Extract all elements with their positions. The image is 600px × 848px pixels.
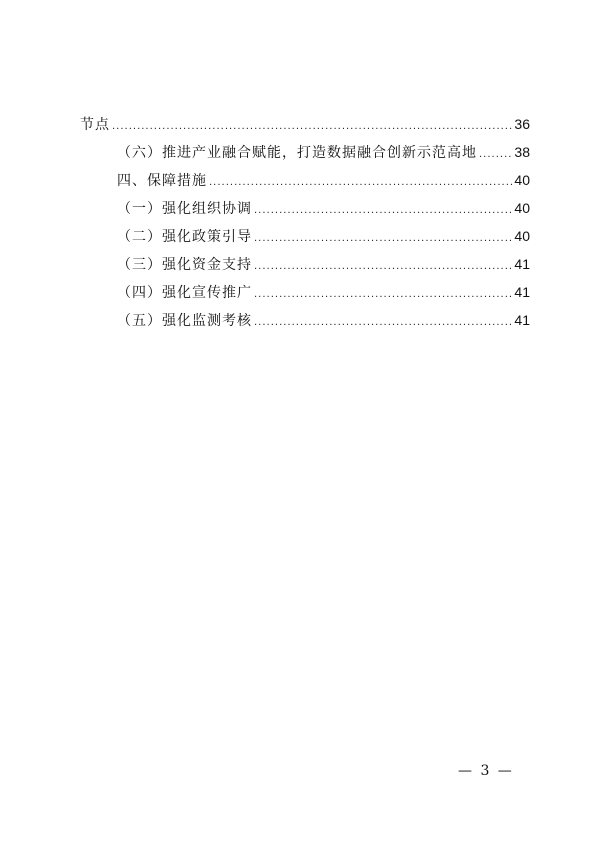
table-of-contents [80, 110, 530, 334]
toc-entry-label: （六）推进产业融合赋能，打造数据融合创新示范高地 [117, 145, 477, 161]
toc-entry-label: （四）强化宣传推广 [117, 285, 252, 301]
toc-entry-safeguard-measures[interactable] [80, 166, 530, 194]
toc-entry-page: 41 [514, 284, 530, 300]
toc-leader-dots [254, 309, 512, 337]
toc-leader-dots [479, 141, 512, 169]
toc-entry-promotion[interactable] [80, 278, 530, 306]
page-number: — 3 — [458, 763, 514, 779]
toc-entry-page: 41 [514, 312, 530, 328]
toc-leader-dots [209, 169, 512, 197]
toc-entry-node[interactable] [80, 110, 530, 138]
toc-entry-label: （一）强化组织协调 [117, 201, 252, 217]
toc-leader-dots [112, 113, 512, 141]
toc-entry-label: 四、保障措施 [117, 173, 207, 189]
toc-leader-dots [254, 225, 512, 253]
toc-entry-page: 40 [514, 228, 530, 244]
toc-entry-page: 40 [514, 172, 530, 188]
toc-entry-funding[interactable] [80, 250, 530, 278]
toc-entry-page: 40 [514, 200, 530, 216]
toc-entry-organization[interactable] [80, 194, 530, 222]
toc-entry-label: （五）强化监测考核 [117, 313, 252, 329]
toc-entry-label: （三）强化资金支持 [117, 257, 252, 273]
toc-entry-page: 36 [514, 116, 530, 132]
toc-entry-page: 38 [514, 144, 530, 160]
toc-entry-page: 41 [514, 256, 530, 272]
toc-leader-dots [254, 281, 512, 309]
toc-entry-label: （二）强化政策引导 [117, 229, 252, 245]
toc-leader-dots [254, 197, 512, 225]
toc-leader-dots [254, 253, 512, 281]
toc-entry-label: 节点 [80, 117, 110, 133]
toc-entry-monitoring[interactable] [80, 306, 530, 334]
toc-entry-industry-integration[interactable] [80, 138, 530, 166]
toc-entry-policy[interactable] [80, 222, 530, 250]
